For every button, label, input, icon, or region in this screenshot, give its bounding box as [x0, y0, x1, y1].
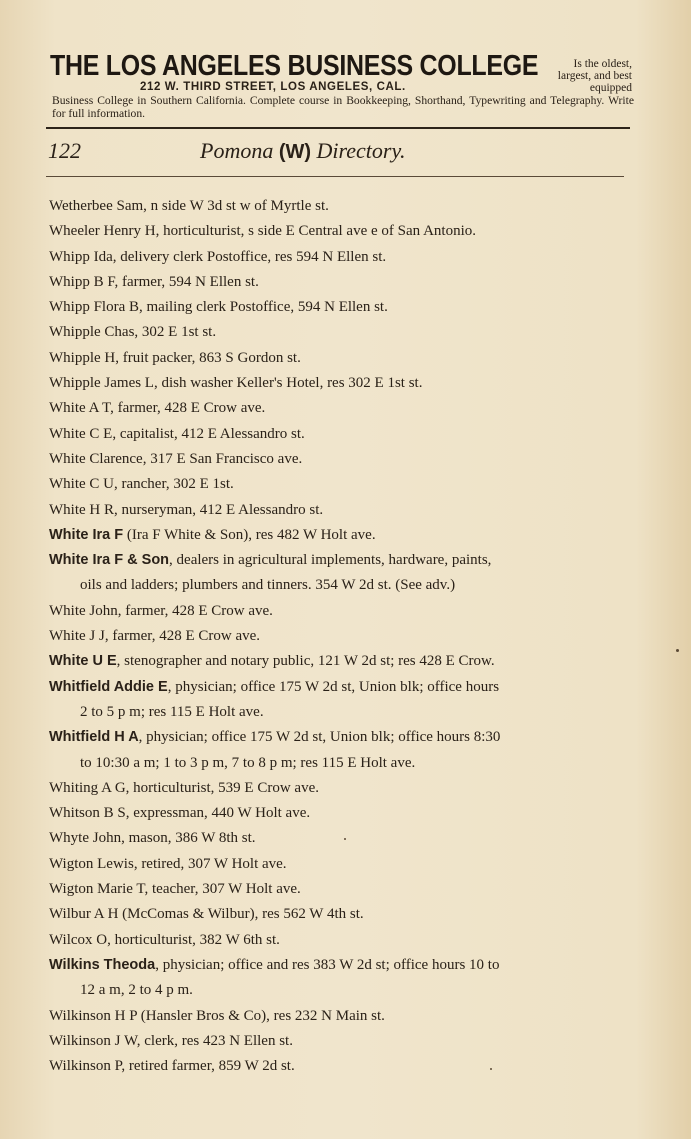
directory-entry — [49, 852, 634, 877]
entry-details: , farmer, 428 E Crow ave. — [117, 602, 273, 619]
entry-name: Whipple H — [49, 349, 116, 366]
entry-name: White H R — [49, 501, 114, 518]
directory-entry — [49, 396, 634, 421]
page-title-town: Pomona — [200, 138, 274, 163]
directory-entries — [49, 194, 634, 1079]
directory-entry — [49, 523, 634, 548]
entry-details: , nurseryman, 412 E Alessandro st. — [114, 501, 324, 518]
directory-entry — [49, 675, 634, 726]
directory-entry — [49, 801, 634, 826]
directory-entry — [49, 194, 634, 219]
entry-details: , stenographer and notary public, 121 W 2d st; res 428 E Crow. — [116, 653, 495, 670]
entry-name: Wheeler Henry H — [49, 223, 156, 240]
entry-name: White Ira F — [49, 526, 124, 543]
entry-details: , 302 E 1st st. — [134, 324, 217, 341]
entry-name: White A T — [49, 400, 111, 417]
entry-details: (McComas & Wilbur), res 562 W 4th st. — [118, 906, 364, 923]
entry-name: Wilbur A H — [49, 906, 119, 923]
entry-continuation: 2 to 5 p m; res 115 E Holt ave. — [80, 703, 264, 720]
directory-entry — [49, 346, 634, 371]
directory-entry — [49, 902, 634, 927]
directory-entry — [49, 219, 634, 244]
entry-name: Wetherbee Sam — [49, 198, 144, 214]
entry-name: Wilkinson P — [49, 1058, 122, 1075]
entry-details: , horticulturist, s side E Central ave e of San Antonio. — [155, 223, 476, 240]
entry-name: Wilkins Theoda — [49, 956, 156, 973]
entry-details: , retired farmer, 859 W 2d st. — [121, 1058, 295, 1075]
page-title-mark: (W) — [278, 141, 312, 163]
entry-name: Whiting A G — [49, 779, 126, 796]
entry-name: White C E — [49, 425, 113, 442]
entry-name: Whipp Ida — [49, 248, 113, 265]
directory-entry — [49, 245, 634, 270]
header-rule — [46, 127, 630, 129]
directory-entry — [49, 624, 634, 649]
directory-entry — [49, 295, 634, 320]
entry-continuation: to 10:30 a m; 1 to 3 p m, 7 to 8 p m; res 115 E Holt ave. — [80, 754, 416, 771]
paper-speck — [344, 838, 346, 840]
entry-details: , 317 E San Francisco ave. — [142, 450, 303, 467]
directory-entry — [49, 1029, 634, 1054]
directory-entry — [49, 548, 634, 599]
directory-entry — [49, 1004, 634, 1029]
entry-details: , clerk, res 423 N Ellen st. — [136, 1032, 293, 1049]
entry-details: , mason, 386 W 8th st. — [121, 830, 256, 847]
entry-details: (Hansler Bros & Co), res 232 N Main st. — [137, 1007, 385, 1024]
entry-details: , dish washer Keller's Hotel, res 302 E 1st st. — [153, 375, 423, 392]
entry-details: , capitalist, 412 E Alessandro st. — [112, 425, 305, 442]
ad-address: 212 W. THIRD STREET, LOS ANGELES, CAL. — [140, 81, 406, 93]
paper-speck — [490, 1068, 492, 1070]
entry-name: Wigton Lewis — [49, 855, 134, 872]
entry-name: Whipp Flora B — [49, 299, 139, 316]
directory-entry — [49, 472, 634, 497]
page-number: 122 — [48, 138, 81, 163]
page-title — [200, 138, 406, 164]
entry-details: , mailing clerk Postoffice, 594 N Ellen st. — [139, 299, 388, 316]
directory-entry — [49, 776, 634, 801]
entry-details: (Ira F White & Son), res 482 W Holt ave. — [123, 526, 376, 543]
directory-entry — [49, 877, 634, 902]
directory-entry — [49, 599, 634, 624]
entry-details: , farmer, 428 E Crow ave. — [104, 628, 261, 645]
directory-entry — [49, 649, 634, 674]
directory-entry — [49, 953, 634, 1004]
entry-details: , farmer, 594 N Ellen st. — [114, 273, 259, 290]
entry-name: White J J — [49, 628, 105, 645]
entry-details: , horticulturist, 382 W 6th st. — [107, 931, 280, 948]
ad-body: Business College in Southern California. Complete course in Bookkeeping, Shorthand, Typewriting and Telegraphy. Write for full information. — [52, 94, 634, 120]
entry-details: , delivery clerk Postoffice, res 594 N Ellen st. — [112, 248, 387, 265]
page-title-directory: Directory. — [316, 138, 406, 163]
directory-entry — [49, 270, 634, 295]
entry-details: , physician; office and res 383 W 2d st; office hours 10 to — [155, 956, 500, 973]
entry-name: White Ira F & Son — [49, 552, 170, 569]
paper-speck — [676, 649, 679, 652]
entry-continuation: 12 a m, 2 to 4 p m. — [80, 982, 193, 999]
entry-name: Whitson B S — [49, 805, 126, 822]
entry-name: Wilcox O — [49, 931, 108, 948]
entry-name: White U E — [49, 653, 117, 670]
entry-details: , physician; office 175 W 2d st, Union blk; office hours — [167, 678, 500, 695]
entry-name: Whipp B F — [49, 273, 115, 290]
entry-details: , farmer, 428 E Crow ave. — [110, 400, 266, 417]
entry-name: White John — [49, 602, 118, 619]
directory-entry — [49, 422, 634, 447]
entry-name: Wilkinson J W — [49, 1032, 137, 1049]
entry-name: Whipple Chas — [49, 324, 135, 341]
entry-name: Whitfield H A — [49, 729, 139, 746]
entry-name: White C U — [49, 476, 114, 493]
entry-name: White Clarence — [49, 450, 143, 467]
entry-details: , rancher, 302 E 1st. — [114, 476, 234, 493]
directory-entry — [49, 498, 634, 523]
ad-title: THE LOS ANGELES BUSINESS COLLEGE — [50, 50, 539, 82]
directory-entry — [49, 928, 634, 953]
entry-details: , n side W 3d st w of Myrtle st. — [143, 198, 329, 214]
ad-side-text: Is the oldest, largest, and best equipped — [557, 58, 632, 94]
directory-entry — [49, 371, 634, 396]
entry-details: , expressman, 440 W Holt ave. — [125, 805, 311, 822]
entry-details: , horticulturist, 539 E Crow ave. — [125, 779, 319, 796]
entry-details: , teacher, 307 W Holt ave. — [144, 881, 301, 898]
directory-entry — [49, 826, 634, 851]
entry-name: Wilkinson H P — [49, 1007, 138, 1024]
directory-entry — [49, 447, 634, 472]
directory-entry — [49, 725, 634, 776]
title-rule — [46, 176, 624, 177]
entry-name: Wigton Marie T — [49, 881, 145, 898]
directory-entry — [49, 320, 634, 345]
directory-entry — [49, 1054, 634, 1079]
entry-name: Whipple James L — [49, 375, 154, 392]
entry-details: , dealers in agricultural implements, hardware, paints, — [169, 552, 492, 569]
entry-name: Whitfield Addie E — [49, 678, 168, 695]
entry-name: Whyte John — [49, 830, 122, 847]
entry-continuation: oils and ladders; plumbers and tinners. 354 W 2d st. (See adv.) — [80, 577, 456, 594]
entry-details: , fruit packer, 863 S Gordon st. — [115, 349, 301, 366]
entry-details: , physician; office 175 W 2d st, Union blk; office hours 8:30 — [138, 729, 501, 746]
entry-details: , retired, 307 W Holt ave. — [133, 855, 287, 872]
